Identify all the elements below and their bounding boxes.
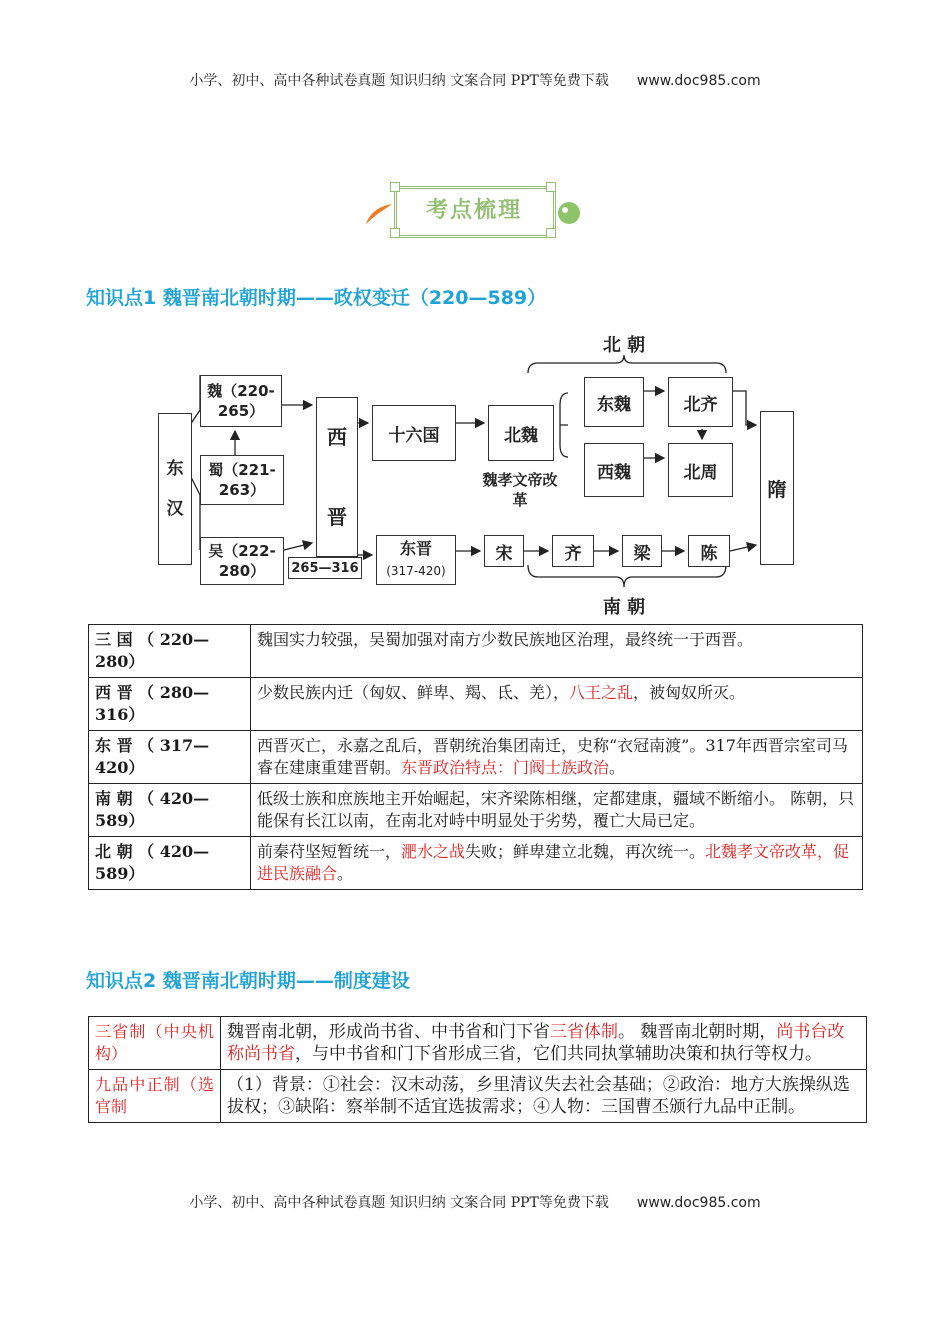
content-text: 。 魏晋南北朝时期， (618, 1022, 777, 1042)
box-xijin: 西 晋 (316, 397, 358, 557)
highlight-text: 淝水之战 (401, 842, 466, 861)
era-cell: 东 晋 （ 317—420） (89, 731, 251, 784)
box-liang: 梁 (622, 535, 662, 567)
table-row (89, 784, 863, 837)
label-southern: 南 朝 (602, 597, 646, 618)
circle-decoration-icon (556, 200, 582, 226)
table-row (89, 731, 863, 784)
description-cell (221, 1070, 867, 1123)
text-reform: 魏孝文帝改革 (482, 471, 558, 509)
box-beizhou: 北周 (668, 443, 733, 497)
label-northern: 北 朝 (602, 335, 646, 356)
era-cell: 南 朝 （ 420—589） (89, 784, 251, 837)
page-header (0, 70, 950, 90)
description-cell (251, 784, 863, 837)
table-row (89, 1070, 867, 1123)
box-shu: 蜀（221-263） (200, 455, 284, 505)
institution-table-clip (88, 1016, 868, 1182)
section2-title: 知识点2 魏晋南北朝时期——制度建设 (86, 970, 410, 992)
box-beiwei: 北魏 (488, 405, 554, 461)
box-donghan: 东 汉 (158, 413, 192, 565)
table-row (89, 678, 863, 731)
content-text: 前秦苻坚短暂统一， (257, 842, 402, 861)
table-row (89, 625, 863, 678)
content-text: 低级士族和庶族地主开始崛起，宋齐梁陈相继，定都建康，疆域不断缩小。 陈朝，只能保有长江以南，在南北对峙中明显处于劣势，覆亡大局已定。 (257, 789, 855, 830)
table-row (89, 1017, 867, 1070)
content-text: ，与中书省和门下省形成三省，它们共同执掌辅助决策和执行等权力。 (295, 1044, 822, 1064)
dongjin-name: 东晋 (399, 539, 432, 558)
box-shiliuguo: 十六国 (372, 405, 456, 461)
era-cell: 北 朝 （ 420—589） (89, 837, 251, 890)
box-chen: 陈 (688, 535, 730, 567)
highlight-text: 尚书台改称尚书省 (227, 1022, 845, 1064)
regime-diagram (150, 325, 800, 620)
box-song: 宋 (484, 535, 524, 567)
box-wei: 魏（220-265） (200, 375, 282, 427)
content-text: ，被匈奴所灭。 (633, 683, 746, 702)
banner (362, 182, 584, 240)
box-dongjin (376, 535, 456, 585)
highlight-text: 三省体制 (550, 1022, 618, 1042)
footer-site: www.doc985.com (636, 1195, 761, 1211)
highlight-text: 八王之乱 (569, 683, 634, 702)
content-text: 。 (337, 864, 354, 883)
content-text: 魏晋南北朝，形成尚书省、中书省和门下省 (227, 1022, 550, 1042)
box-xijin-years: 265—316 (288, 557, 362, 579)
description-cell (251, 837, 863, 890)
highlight-text: 东晋政治特点：门阀士族政治 (401, 758, 610, 777)
description-cell (221, 1017, 867, 1070)
header-text: 小学、初中、高中各种试卷真题 知识归纳 文案合同 PPT等免费下载 (189, 73, 609, 89)
box-qi: 齐 (552, 535, 594, 567)
content-text: 少数民族内迁（匈奴、鲜卑、羯、氐、羌）， (257, 683, 570, 702)
box-beiqi: 北齐 (668, 377, 733, 427)
content-text: 失败；鲜卑建立北魏，再次统一。 (465, 842, 706, 861)
dongjin-years: (317-420) (386, 564, 446, 578)
banner-title: 考点梳理 (425, 198, 522, 223)
description-cell (251, 678, 863, 731)
box-wu: 吴（222-280） (200, 537, 284, 585)
institution-label: 三省制（中央机构） (89, 1017, 221, 1070)
table-row (89, 837, 863, 890)
regime-table (88, 624, 863, 890)
section1-title: 知识点1 魏晋南北朝时期——政权变迁（220—589） (86, 287, 547, 309)
box-dongwei: 东魏 (584, 377, 644, 427)
highlight-text: 北魏孝文帝改革，促进民族融合 (257, 842, 850, 883)
content-text: 西晋灭亡，永嘉之乱后，晋朝统治集团南迁，史称“衣冠南渡”。317年西晋宗室司马睿在建康重建晋朝。 (257, 736, 848, 777)
institution-label: 九品中正制（选官制 (89, 1070, 221, 1123)
content-text: （1）背景：①社会：汉末动荡，乡里清议失去社会基础；②政治：地方大族操纵选拔权；③缺陷：察举制不适宜选拔需求；④人物：三国曹丕颁行九品中正制。 (227, 1075, 850, 1117)
description-cell (251, 731, 863, 784)
page-footer (0, 1192, 950, 1212)
box-xiwei: 西魏 (584, 443, 644, 497)
institution-table (88, 1016, 867, 1123)
era-cell: 西 晋 （ 280—316） (89, 678, 251, 731)
leaf-icon (362, 198, 396, 228)
content-text: 。 (609, 758, 626, 777)
box-sui: 隋 (760, 411, 794, 565)
era-cell: 三 国 （ 220—280） (89, 625, 251, 678)
description-cell (251, 625, 863, 678)
footer-text: 小学、初中、高中各种试卷真题 知识归纳 文案合同 PPT等免费下载 (189, 1195, 609, 1211)
content-text: 魏国实力较强，吴蜀加强对南方少数民族地区治理，最终统一于西晋。 (257, 630, 754, 649)
header-site: www.doc985.com (636, 73, 761, 89)
